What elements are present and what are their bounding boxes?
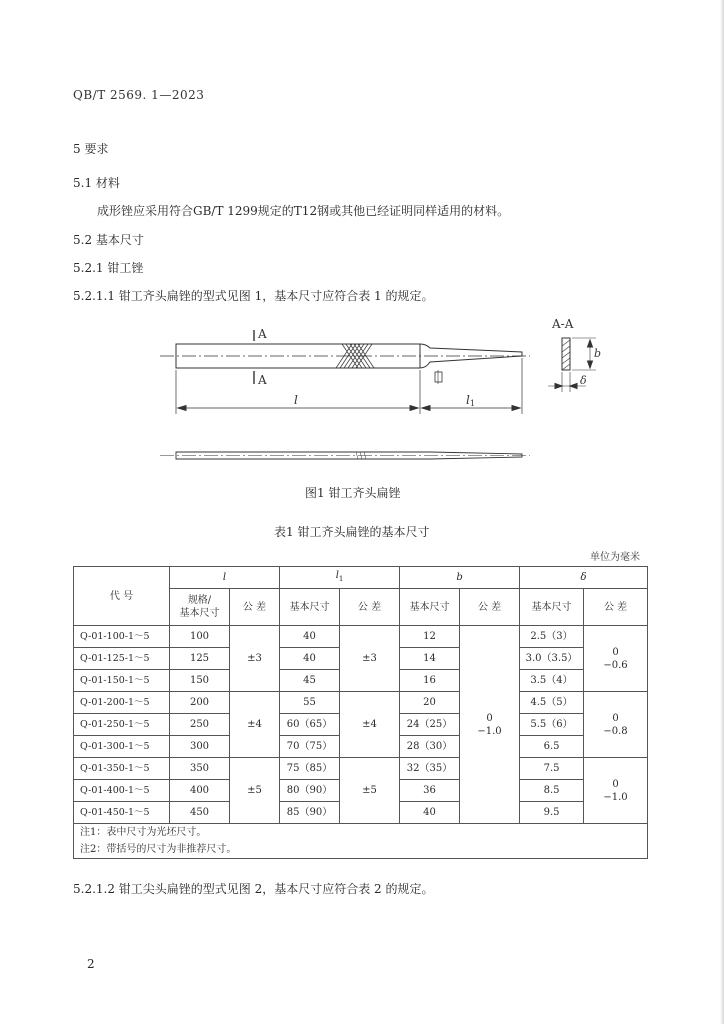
paragraph-5-1: 成形锉应采用符合GB/T 1299规定的T12钢或其他已经证明同样适用的材料。 [97, 204, 510, 218]
page-number: 2 [87, 957, 95, 971]
dim-label-l: l [294, 393, 298, 407]
heading-5: 5 要求 [73, 142, 109, 156]
table-row: Q-01-125-1～5 125 40 14 3.0（3.5） [74, 648, 648, 670]
heading-5-2: 5.2 基本尺寸 [73, 233, 144, 247]
table-row: Q-01-400-1～5 400 80（90） 36 8.5 [74, 780, 648, 802]
view-label-aa: A-A [552, 317, 574, 331]
table-title: 表1 钳工齐头扁锉的基本尺寸 [274, 525, 430, 539]
paragraph-5-2-1-2: 5.2.1.2 钳工尖头扁锉的型式见图 2，基本尺寸应符合表 2 的规定。 [73, 882, 434, 896]
header-l-tol: 公 差 [230, 589, 280, 626]
section-label-bottom: A [258, 373, 267, 387]
table-row: Q-01-250-1～5 250 60（65） 24（25） 5.5（6） [74, 714, 648, 736]
header-l1-tol: 公 差 [340, 589, 400, 626]
section-label-top: A [258, 327, 267, 341]
header-code: 代 号 [74, 567, 170, 626]
l-tol-group-1: ±3 [230, 626, 280, 692]
header-delta-basic: 基本尺寸 [520, 589, 584, 626]
dim-label-l1: l [466, 393, 470, 407]
table-row: Q-01-350-1～5 350 ±5 75（85） ±5 32（35） 7.5 0 −1.0 [74, 758, 648, 780]
heading-5-2-1: 5.2.1 钳工锉 [73, 261, 144, 275]
l-tol-group-3: ±5 [230, 758, 280, 824]
table-row: Q-01-450-1～5 450 85（90） 40 9.5 [74, 802, 648, 824]
table-row: Q-01-300-1～5 300 70（75） 28（30） 6.5 [74, 736, 648, 758]
delta-tol-group-2: 0 −0.8 [584, 692, 648, 758]
dim-label-b: b [594, 347, 602, 360]
figure-1-drawing [0, 0, 724, 480]
heading-5-1: 5.1 材料 [73, 176, 120, 190]
paragraph-5-2-1-1: 5.2.1.1 钳工齐头扁锉的型式见图 1，基本尺寸应符合表 1 的规定。 [73, 289, 434, 303]
header-b: b [400, 567, 520, 589]
table-row: Q-01-200-1～5 200 ±4 55 ±4 20 4.5（5） 0 −0.8 [74, 692, 648, 714]
standard-number: QB/T 2569. 1—2023 [73, 88, 205, 102]
table-note-2: 注2：带括号的尺寸为非推荐尺寸。 [74, 841, 648, 859]
delta-tol-group-3: 0 −1.0 [584, 758, 648, 824]
dim-label-l1-sub: 1 [470, 399, 476, 408]
header-b-basic: 基本尺寸 [400, 589, 460, 626]
l1-tol-group-1: ±3 [340, 626, 400, 692]
table-row: Q-01-100-1～5 100 ±3 40 ±3 12 0 −1.0 2.5（3） 0 −0.6 [74, 626, 648, 648]
l-tol-group-2: ±4 [230, 692, 280, 758]
delta-tol-group-1: 0 −0.6 [584, 626, 648, 692]
header-delta-tol: 公 差 [584, 589, 648, 626]
dimensions-table [73, 566, 648, 859]
b-tol: 0 −1.0 [460, 626, 520, 824]
header-l1-basic: 基本尺寸 [280, 589, 340, 626]
header-l1: $l_1$ [280, 567, 400, 589]
unit-label: 单位为毫米 [590, 552, 640, 563]
l1-tol-group-3: ±5 [340, 758, 400, 824]
figure-caption: 图1 钳工齐头扁锉 [305, 486, 401, 500]
header-delta: δ [520, 567, 648, 589]
header-spec: 规格/ 基本尺寸 [170, 589, 230, 626]
table-row: Q-01-150-1～5 150 45 16 3.5（4） [74, 670, 648, 692]
dim-label-delta: δ [580, 374, 587, 387]
table-note-1: 注1：表中尺寸为光坯尺寸。 [74, 824, 648, 842]
header-l: l [170, 567, 280, 589]
header-b-tol: 公 差 [460, 589, 520, 626]
l1-tol-group-2: ±4 [340, 692, 400, 758]
